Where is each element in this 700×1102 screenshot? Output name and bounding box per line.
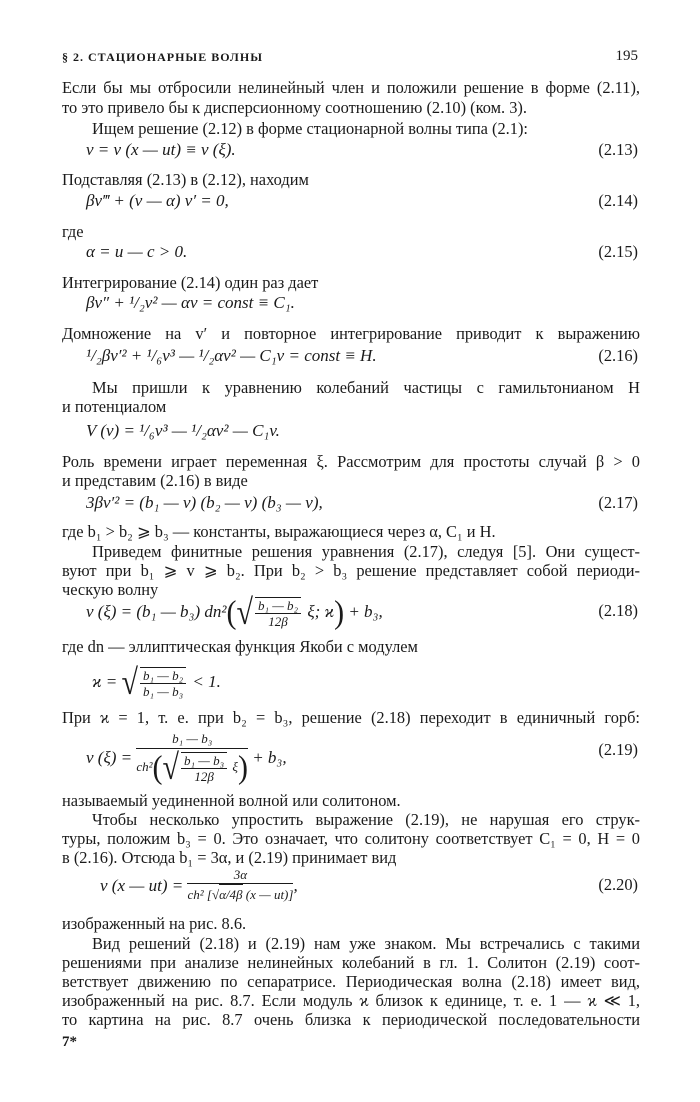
equation-modulus: ϰ = √ $\frac{\text{b₁ — b₂}}{\text{b₁ — b₃}}$ < 1. bbox=[92, 662, 221, 703]
den-prefix: ch² [ bbox=[187, 887, 212, 902]
paragraph-line: и потенциалом bbox=[62, 397, 167, 416]
paragraph-line: изображенный на рис. 8.6. bbox=[62, 914, 247, 933]
paragraph-line: и представим (2.16) в виде bbox=[62, 471, 248, 490]
paragraph-line: Роль времени играет переменная ξ. Рассмотрим для простоты случай β > 0 bbox=[62, 452, 640, 471]
eq-lhs: ϰ = bbox=[92, 672, 118, 691]
equation-2-16: ¹/₂βv′² + ¹/₆v³ — ¹/₂αv² — C₁v = const ≡ H. bbox=[86, 346, 377, 365]
eq-rhs: + b₃, bbox=[348, 602, 383, 621]
paragraph-line: Вид решений (2.18) и (2.19) нам уже знаком. Мы встречались с такими bbox=[92, 934, 640, 953]
eq-rhs: , bbox=[293, 875, 298, 895]
paragraph-line: Интегрирование (2.14) один раз дает bbox=[62, 273, 319, 292]
ch-symbol: ch² bbox=[136, 759, 153, 774]
frac-numerator: b₁ — b₃ bbox=[181, 753, 227, 769]
paragraph-line: Чтобы несколько упростить выражение (2.19), не нарушая его струк- bbox=[92, 810, 640, 829]
paragraph-line: где b₁ > b₂ ⩾ b₃ — константы, выражающиеся через α, C₁ и H. bbox=[62, 522, 496, 541]
paragraph-line: Приведем финитные решения уравнения (2.17), следуя [5]. Они сущест- bbox=[92, 542, 640, 561]
equation-2-20: v (x — ut) = $\frac{3\alpha}{\text{ch² [√α/4β (x — ut)]}}$ , bbox=[100, 866, 298, 910]
paragraph-line: При ϰ = 1, т. е. при b₂ = b₃, решение (2.18) переходит в единичный горб: bbox=[62, 708, 640, 727]
equation-2-19: v (ξ) = b₁ — b₃ ch²(√ $\frac{\text{b₁ — b₃}}{12\beta}$ ξ) + b₃, bbox=[86, 731, 287, 788]
eq-rhs: < 1. bbox=[192, 672, 221, 691]
paragraph-line: ческую волну bbox=[62, 580, 159, 599]
eq-lhs: v (ξ) = (b₁ — b₃) dn² bbox=[86, 602, 227, 621]
equation-number: (2.17) bbox=[598, 493, 638, 512]
frac-numerator: b₁ — b₂ bbox=[140, 668, 186, 684]
frac-numerator: b₁ — b₃ bbox=[136, 730, 248, 749]
equation-2-17: 3βv′² = (b₁ — v) (b₂ — v) (b₃ — v), bbox=[86, 493, 323, 512]
paragraph-line: Подставляя (2.13) в (2.12), находим bbox=[62, 170, 309, 189]
eq-rhs: + b₃, bbox=[252, 748, 287, 768]
eq-args: ξ; ϰ bbox=[307, 602, 335, 621]
paragraph-line: ветствует движению по сепаратрисе. Периодическая волна (2.18) имеет вид, bbox=[62, 972, 640, 991]
paragraph-line: то это привело бы к дисперсионному соотношению (2.10) (ком. 3). bbox=[62, 98, 527, 117]
eq-lhs: v (x — ut) = bbox=[100, 875, 184, 895]
frac-numerator: b₁ — b₂ bbox=[255, 598, 301, 614]
frac-denominator: 12β bbox=[194, 769, 214, 785]
page-number: 195 bbox=[615, 48, 638, 64]
paragraph-line: где dn — эллиптическая функция Якоби с модулем bbox=[62, 637, 418, 656]
paragraph-line: Мы пришли к уравнению колебаний частицы с гамильтонианом H bbox=[92, 378, 640, 397]
paragraph-line: изображенный на рис. 8.7. Если модуль ϰ близок к единице, т. е. 1 — ϰ ≪ 1, bbox=[62, 991, 640, 1010]
xi-symbol: ξ bbox=[232, 759, 238, 774]
paragraph-line: в (2.16). Отсюда b₁ = 3α, и (2.19) принимает вид bbox=[62, 848, 397, 867]
frac-denominator: b₁ — b₃ bbox=[143, 684, 184, 700]
equation-number: (2.18) bbox=[598, 601, 638, 620]
equation-number: (2.19) bbox=[598, 740, 638, 759]
equation-number: (2.13) bbox=[598, 140, 638, 159]
equation-potential: V (v) = ¹/₆v³ — ¹/₂αv² — C₁v. bbox=[86, 421, 280, 440]
paragraph-line: решениями при анализе нелинейных колебаний в гл. 1. Солитон (2.19) соот- bbox=[62, 953, 640, 972]
running-header: § 2. СТАЦИОНАРНЫЕ ВОЛНЫ bbox=[62, 50, 263, 64]
equation-number: (2.16) bbox=[598, 346, 638, 365]
equation-number: (2.14) bbox=[598, 191, 638, 210]
equation-2-13: v = v (x — ut) ≡ v (ξ). bbox=[86, 140, 236, 159]
equation-number: (2.20) bbox=[598, 875, 638, 894]
eq-lhs: v (ξ) = bbox=[86, 748, 133, 768]
paragraph-line: вуют при b₁ ⩾ v ⩾ b₂. При b₂ > b₃ решение представляет собой периоди- bbox=[62, 561, 640, 580]
frac-denominator: 12β bbox=[268, 614, 288, 630]
equation-2-14: βv‴ + (v — α) v′ = 0, bbox=[86, 191, 229, 210]
signature-mark: 7* bbox=[62, 1034, 77, 1050]
paragraph-line: туры, положим b₃ = 0. Это означает, что солитону соответствует C₁ = 0, H = 0 bbox=[62, 829, 640, 848]
paragraph-line: Если бы мы отбросили нелинейный член и положили решение в форме (2.11), bbox=[62, 78, 640, 97]
paragraph-line: называемый уединенной волной или солитоном. bbox=[62, 791, 401, 810]
paragraph-line: Ищем решение (2.12) в форме стационарной волны типа (2.1): bbox=[92, 119, 528, 138]
den-radicand: α/4β bbox=[219, 884, 242, 905]
den-suffix: (x — ut)] bbox=[245, 887, 294, 902]
equation-number: (2.15) bbox=[598, 242, 638, 261]
frac-numerator: 3α bbox=[187, 866, 293, 884]
equation-integral: βv″ + ¹/₂v² — αv = const ≡ C₁. bbox=[86, 293, 295, 312]
paragraph-line: Домножение на v′ и повторное интегрирование приводит к выражению bbox=[62, 324, 640, 343]
equation-2-18: v (ξ) = (b₁ — b₃) dn²(√ $\frac{\text{b₁ — b₂}}{12\beta}$ ξ; ϰ) + b₃, bbox=[86, 592, 383, 633]
paragraph-line: то картина на рис. 8.7 очень близка к периодической последовательности bbox=[62, 1010, 640, 1029]
paragraph-line: где bbox=[62, 222, 84, 241]
equation-2-15: α = u — c > 0. bbox=[86, 242, 188, 261]
